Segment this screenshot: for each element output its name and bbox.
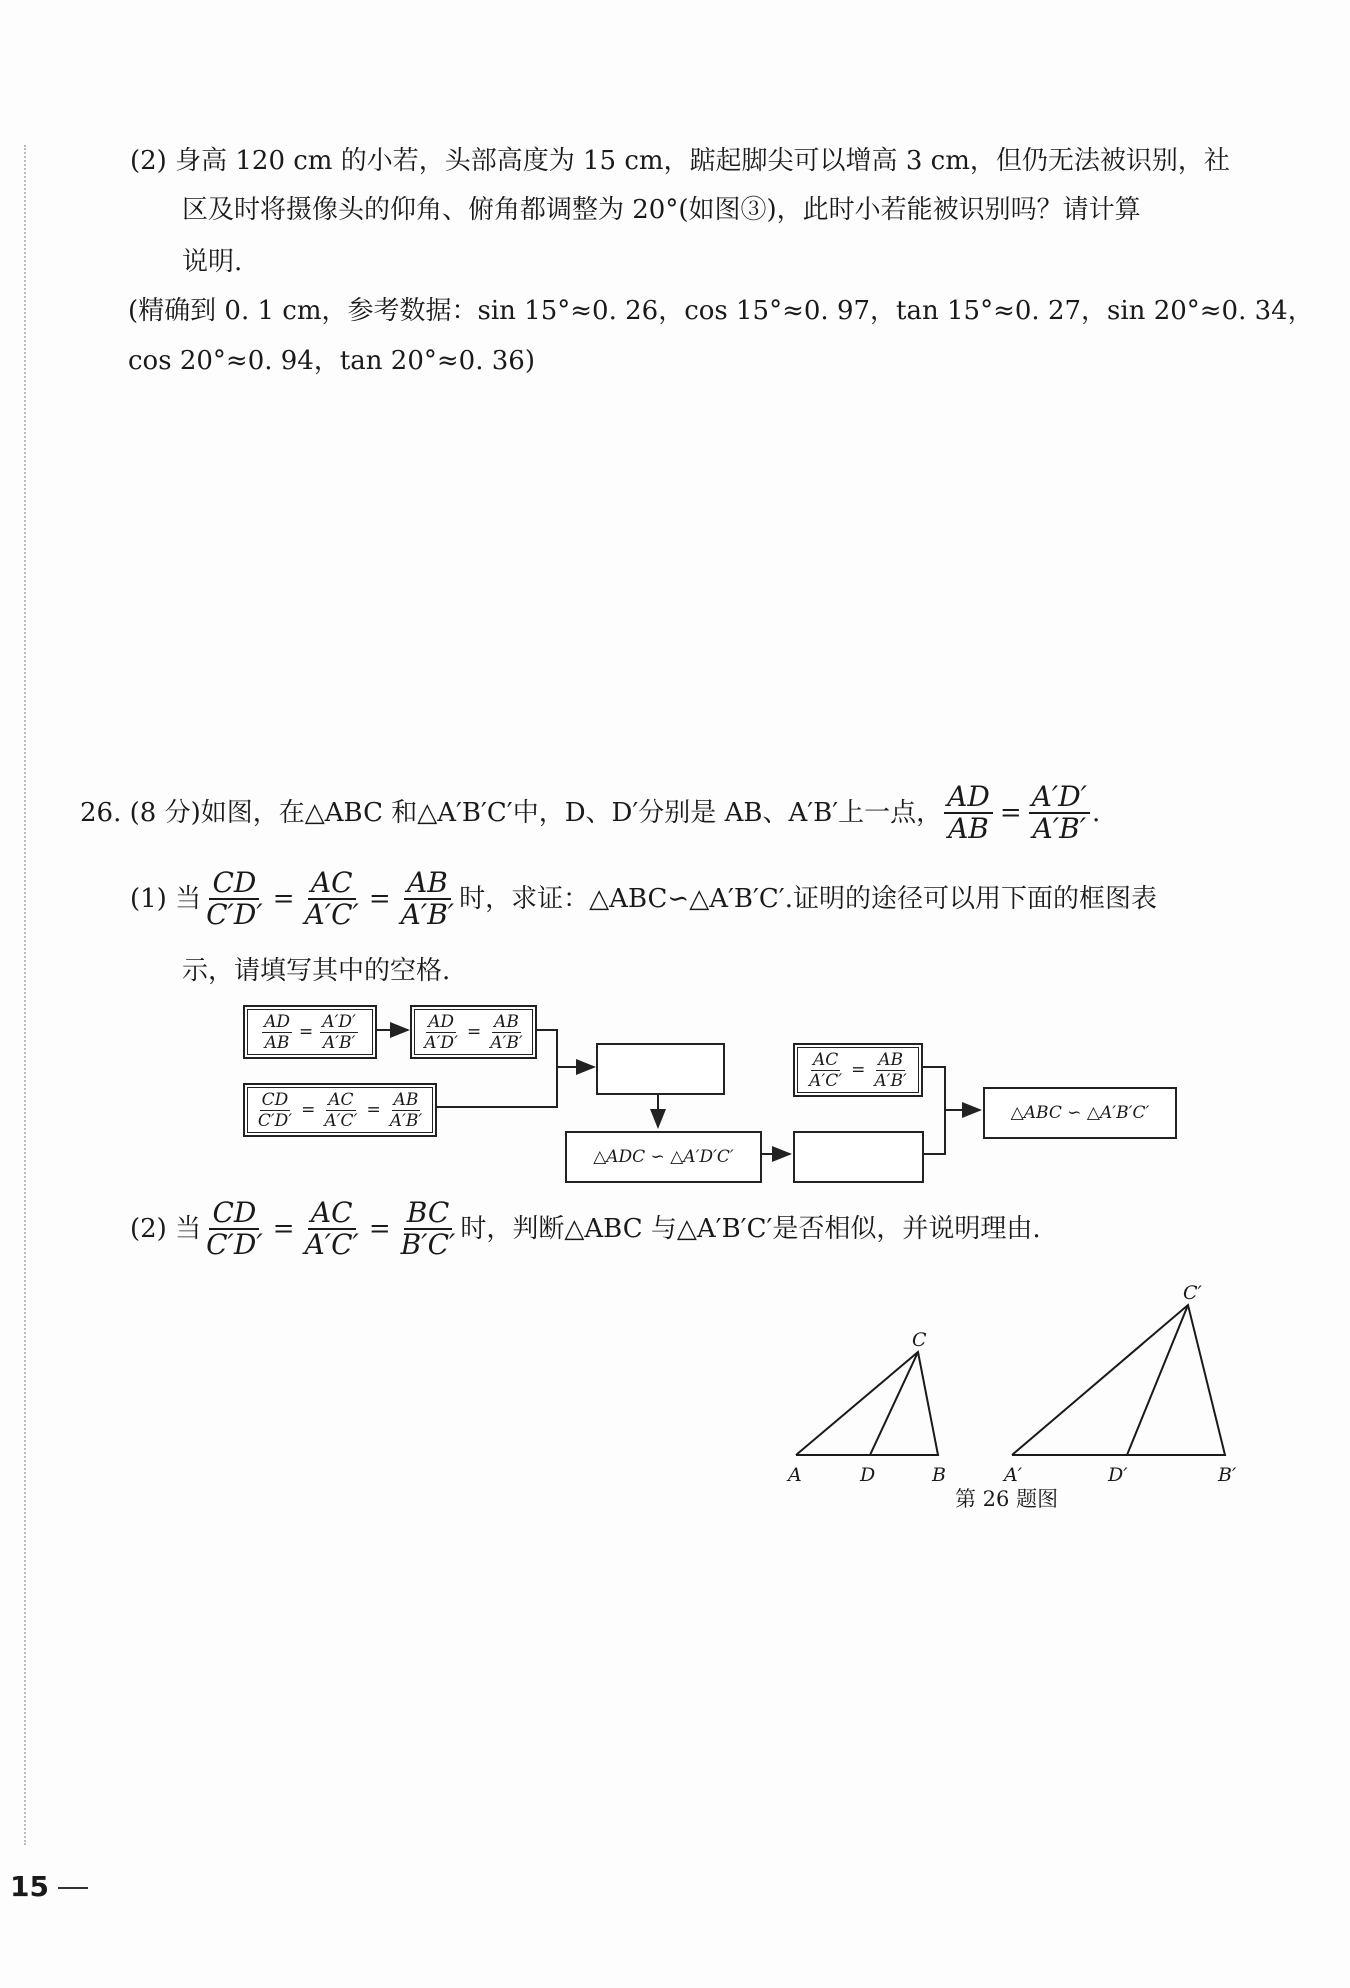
equals-sign: =	[272, 884, 295, 914]
fraction-denominator: A′B′	[322, 1032, 356, 1053]
fraction-numerator: AD	[944, 782, 993, 814]
fraction-numerator: AB	[494, 1011, 519, 1032]
fraction-denominator: A′C′	[324, 1110, 358, 1131]
fraction-numerator: A′D′	[1029, 782, 1090, 814]
fraction-denominator: A′B′	[1032, 812, 1087, 845]
fraction-numerator: AC	[308, 1198, 356, 1230]
fraction-numerator: AD	[428, 1011, 455, 1032]
q25-part2-line2: 区及时将摄像头的仰角、俯角都调整为 20°(如图③)，此时小若能被识别吗？请计算	[182, 195, 1141, 225]
equals-sign: =	[851, 1060, 866, 1080]
vertex-label-c: C	[912, 1329, 927, 1351]
triangle-abc-prime	[1012, 1305, 1225, 1455]
fraction-denominator: C′D′	[257, 1110, 293, 1131]
equals-sign: =	[466, 1022, 482, 1042]
flowchart-box-adc-similar: △ADC ∽ △A′D′C′	[565, 1131, 762, 1183]
vertex-label-a-prime: A′	[1004, 1464, 1023, 1486]
fraction-denominator: A′C′	[304, 898, 359, 931]
triangle-abc	[796, 1352, 938, 1455]
q25-reference-data-line1: (精确到 0. 1 cm，参考数据：sin 15°≈0. 26，cos 15°≈0. 97，tan 15°≈0. 27，sin 20°≈0. 34，	[128, 296, 1314, 326]
fraction-denominator: B′C′	[400, 1228, 456, 1261]
vertex-label-c-prime: C′	[1183, 1282, 1202, 1304]
equals-sign: =	[368, 884, 391, 914]
q25-part2-line3: 说明.	[182, 247, 243, 277]
q26-part1-suffix: 时，求证：△ABC∽△A′B′C′.证明的途径可以用下面的框图表	[459, 884, 1157, 914]
equals-sign: =	[272, 1214, 295, 1244]
vertex-label-b-prime: B′	[1218, 1464, 1237, 1486]
q25-reference-data-line2: cos 20°≈0. 94，tan 20°≈0. 36)	[128, 346, 535, 376]
q26-part1-prefix: (1) 当	[130, 884, 202, 914]
figure-caption: 第 26 题图	[955, 1487, 1059, 1511]
fraction-denominator: A′B′	[389, 1110, 423, 1131]
flowchart-box-conclusion: △ABC ∽ △A′B′C′	[983, 1087, 1177, 1139]
vertex-label-d-prime: D′	[1108, 1464, 1128, 1486]
page-number-dash	[58, 1887, 88, 1889]
fraction-numerator: AB	[393, 1089, 419, 1110]
fraction-denominator: C′D′	[206, 898, 263, 931]
q26-intro-text: 26. (8 分)如图，在△ABC 和△A′B′C′中，D、D′分别是 AB、A′B′上一点，	[80, 798, 943, 828]
equals-sign: =	[368, 1214, 391, 1244]
q26-part2-prefix: (2) 当	[130, 1214, 202, 1244]
fraction-denominator: C′D′	[206, 1228, 263, 1261]
q26-part1-line2: 示，请填写其中的空格.	[182, 956, 451, 986]
fraction-denominator: A′B′	[874, 1070, 907, 1091]
period: .	[1092, 798, 1101, 828]
vertex-label-a: A	[788, 1464, 802, 1486]
fraction-denominator: A′B′	[490, 1032, 523, 1053]
fraction-numerator: AB	[878, 1049, 904, 1070]
fraction-denominator: A′C′	[304, 1228, 359, 1261]
page-number: 15	[10, 1870, 49, 1903]
fraction-numerator: CD	[261, 1089, 289, 1110]
fraction-numerator: CD	[209, 868, 259, 900]
fraction-denominator: A′C′	[809, 1070, 843, 1091]
fraction-numerator: AD	[264, 1011, 291, 1032]
fraction-denominator: A′B′	[400, 898, 455, 931]
fraction-denominator: AB	[264, 1032, 290, 1053]
fraction-numerator: AB	[404, 868, 451, 900]
equals-sign: =	[299, 1022, 314, 1042]
equals-sign: =	[366, 1100, 381, 1120]
fraction-numerator: AC	[308, 868, 356, 900]
q26-part2-suffix: 时，判断△ABC 与△A′B′C′是否相似，并说明理由.	[460, 1214, 1041, 1244]
fraction-numerator: CD	[209, 1198, 259, 1230]
fraction-denominator: AB	[948, 812, 989, 845]
equals-sign: =	[301, 1100, 316, 1120]
vertex-label-d: D	[860, 1464, 876, 1486]
equals-sign: =	[999, 798, 1022, 828]
fraction-numerator: AC	[328, 1089, 354, 1110]
vertex-label-b: B	[932, 1464, 946, 1486]
fraction-numerator: A′D′	[322, 1011, 356, 1032]
fraction-numerator: BC	[404, 1198, 453, 1230]
fraction-denominator: A′D′	[424, 1032, 458, 1053]
q25-part2-line1: (2) 身高 120 cm 的小若，头部高度为 15 cm，踮起脚尖可以增高 3 cm，但仍无法被识别，社	[130, 146, 1230, 176]
fraction-numerator: AC	[812, 1049, 839, 1070]
